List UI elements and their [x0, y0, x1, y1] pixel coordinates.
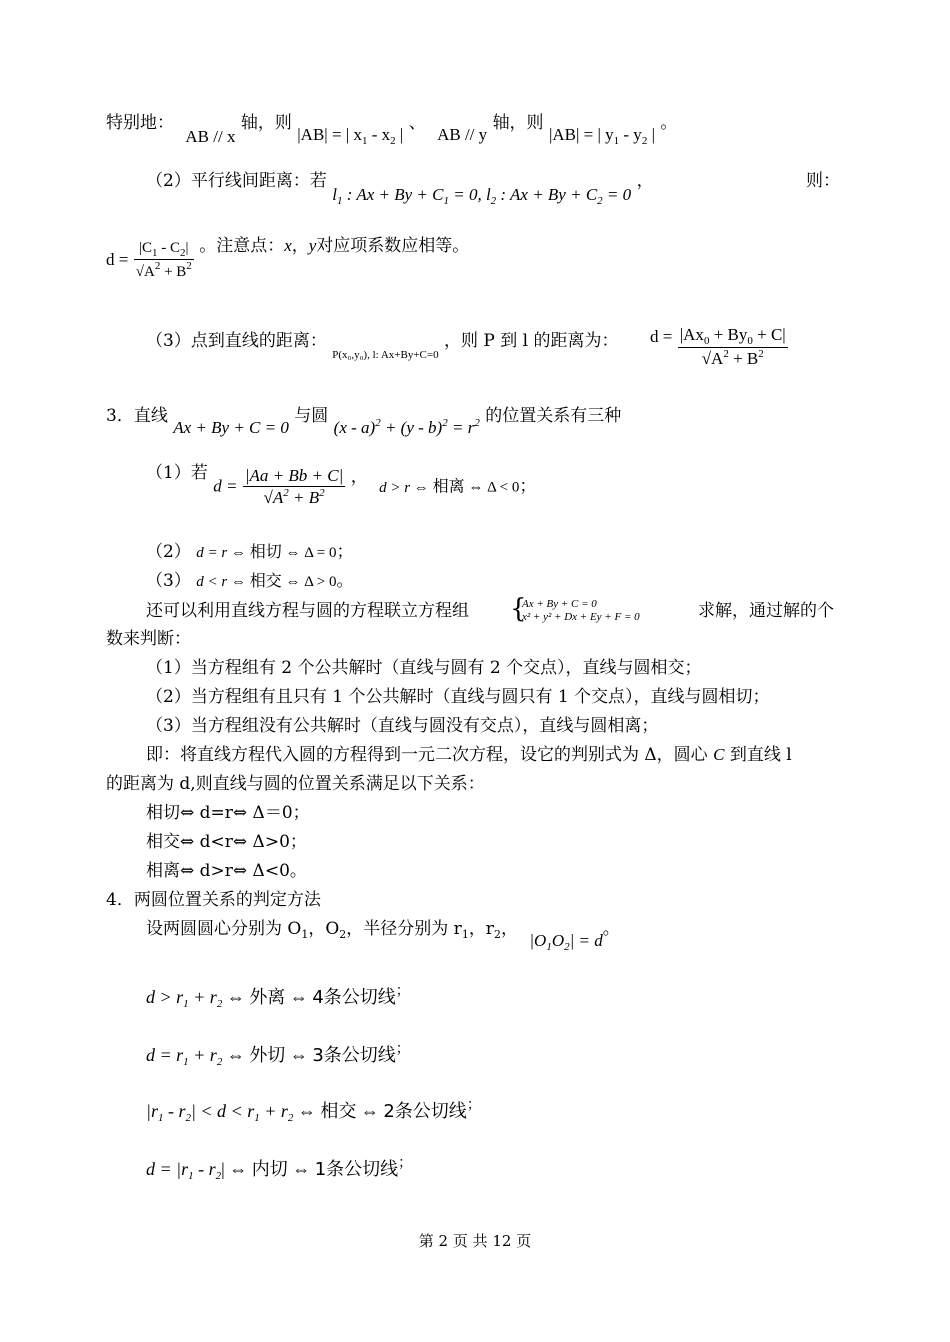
math: AB // x: [185, 127, 236, 146]
math: ⇔: [287, 1159, 315, 1179]
math: 1: [183, 1056, 189, 1068]
text: 。: [602, 919, 620, 939]
text: （3）当方程组没有公共解时（直线与圆没有交点），直线与圆相离；: [146, 716, 659, 736]
text: 还可以利用直线方程与圆的方程联立方程组: [146, 601, 469, 621]
math: d = r ⇔: [196, 545, 250, 561]
text: 数来判断：: [106, 629, 191, 649]
math: + B: [160, 264, 187, 280]
text: 、: [408, 113, 426, 133]
text: 相交: [249, 571, 282, 590]
text: 相交: [320, 1101, 357, 1122]
math: - r: [163, 1101, 186, 1121]
math: (x - a): [333, 418, 376, 437]
text: ，则 P 到 l 的距离为：: [444, 331, 619, 351]
math: 1: [361, 135, 368, 147]
math: d > r ⇔: [379, 479, 433, 496]
math: 2: [216, 998, 223, 1010]
math: |: [185, 240, 189, 256]
text: ；: [395, 1041, 410, 1057]
text: 轴，则: [492, 113, 544, 133]
math: |O: [529, 931, 547, 950]
math: + r: [259, 1101, 288, 1121]
math: 2: [186, 260, 192, 272]
case-tangent: [146, 541, 354, 564]
text: ，O: [308, 919, 340, 939]
math: + r: [188, 987, 217, 1007]
math: 1: [254, 1112, 260, 1124]
math: |Ax: [679, 325, 704, 344]
text: （3）: [146, 571, 191, 591]
math: ⇔: [356, 1101, 384, 1121]
text: ；: [336, 542, 354, 562]
text: 则：: [806, 171, 840, 191]
math: |r: [146, 1101, 158, 1121]
math: 2: [474, 417, 480, 429]
relation-external: [146, 983, 410, 1015]
math: = r: [447, 418, 475, 437]
math: 2: [641, 135, 648, 147]
math: ⇔ Δ < 0: [464, 479, 520, 496]
text: 设两圆圆心分别为 O: [146, 919, 302, 939]
section-3-heading: [106, 400, 622, 437]
text: 3．直线: [106, 406, 168, 426]
relation-internal-tangent: [146, 1155, 413, 1187]
text: 相切⇔ d=r⇔ Δ＝0；: [146, 803, 310, 823]
text: ，: [500, 919, 518, 939]
math: + B: [728, 349, 759, 368]
case-separate: [146, 462, 537, 508]
text: 特别地：: [106, 113, 174, 133]
text: 2: [493, 928, 501, 941]
text: ；: [398, 1155, 413, 1171]
text: （2）平行线间距离：若: [146, 171, 327, 191]
math: + (y - b): [380, 418, 443, 437]
math: : Ax + By + C: [342, 185, 444, 204]
text: 。: [336, 571, 354, 591]
math: |AB| = | x: [297, 125, 362, 144]
math: d =: [650, 326, 673, 346]
text: 外离: [249, 987, 286, 1008]
case-intersect: [146, 570, 354, 593]
math: y: [308, 236, 317, 255]
text: 相离: [432, 476, 465, 496]
math: 1: [188, 1170, 194, 1182]
text: 2条公切线: [383, 1101, 467, 1122]
math: d > r: [146, 987, 184, 1007]
text: （2）当方程组有且只有 1 个公共解时（直线与圆只有 1 个交点），直线与圆相切；: [146, 687, 770, 707]
text: 相离⇔ d>r⇔ Δ<0。: [146, 861, 307, 881]
math: d =: [106, 250, 129, 269]
math: C: [713, 745, 725, 764]
math: A: [143, 264, 155, 280]
math: 2: [390, 135, 396, 147]
text: 内切: [251, 1159, 288, 1180]
math: + r: [188, 1045, 217, 1065]
text: ，: [636, 171, 654, 191]
system-eq-1: Ax + By + C = 0: [522, 598, 597, 610]
math: - y: [619, 125, 642, 144]
math: + C|: [752, 325, 786, 344]
text: ，半径分别为 r: [346, 919, 462, 939]
math: |C: [139, 240, 153, 256]
math: 0: [703, 335, 710, 347]
math: AB // y: [437, 125, 488, 144]
math: - x: [367, 125, 391, 144]
math: - r: [193, 1159, 216, 1179]
text: （2）: [146, 542, 191, 562]
text: ，: [350, 466, 368, 487]
discriminant-line: [146, 744, 792, 766]
math: 2: [180, 247, 186, 259]
math: 2: [564, 941, 570, 953]
math: ⇔ Δ = 0: [281, 545, 337, 561]
text: ；: [395, 983, 410, 999]
math: d =: [213, 476, 238, 496]
math: 2: [319, 487, 325, 499]
math: |: [647, 125, 655, 144]
math: | = d: [569, 931, 603, 950]
parallel-distance-line: [146, 170, 654, 207]
math: | < d < r: [190, 1101, 255, 1121]
math: + B: [288, 488, 320, 507]
math: = 0: [602, 185, 632, 204]
system-method-line: [146, 600, 469, 622]
math: |AB| = | y: [548, 125, 614, 144]
math: Ax + By + C = 0: [173, 418, 289, 437]
math: 2: [442, 417, 448, 429]
text: ；: [519, 476, 537, 497]
text: 即：将直线方程代入圆的方程得到一元二次方程，设它的判别式为 Δ，圆心: [146, 745, 708, 765]
math: d < r ⇔: [196, 574, 250, 590]
math: ⇔: [293, 1101, 321, 1121]
text: 3条公切线: [312, 1045, 396, 1066]
section-4-heading: 4．两圆位置关系的判定方法: [106, 890, 321, 910]
math: 0: [747, 335, 753, 347]
math: ⇔: [285, 1045, 313, 1065]
math: - C: [157, 240, 181, 256]
math: ⇔: [285, 987, 313, 1007]
point-line-distance: [146, 330, 619, 361]
text: 轴，则: [240, 113, 292, 133]
parallel-distance-formula: [106, 236, 470, 281]
math: 1: [443, 195, 449, 207]
text: ，r: [468, 919, 494, 939]
math: 1: [613, 135, 620, 147]
math: 2: [287, 1112, 294, 1124]
text: 1: [461, 928, 469, 941]
text: 到直线 l: [729, 745, 792, 765]
math: = 0, l: [448, 185, 491, 204]
math: l: [332, 185, 337, 204]
math: x: [284, 236, 292, 255]
math: 2: [597, 195, 603, 207]
math: P(x₀,y₀), l: Ax+By+C=0: [332, 349, 439, 361]
text: 与圆: [294, 406, 329, 426]
math: d = |r: [146, 1159, 189, 1179]
math: ⇔: [222, 987, 250, 1007]
page-footer: 第 2 页 共 12 页: [418, 1232, 532, 1250]
text: 。: [660, 113, 678, 133]
math: 1: [183, 998, 189, 1010]
text: 相交⇔ d<r⇔ Δ>0；: [146, 832, 307, 852]
text: 外切: [249, 1045, 286, 1066]
system-eq-2: x² + y² + Dx + Ey + F = 0: [522, 611, 640, 623]
text: 的距离为 d,则直线与圆的位置关系满足以下关系：: [106, 774, 485, 794]
text: 4条公切线: [312, 987, 396, 1008]
system-brace: {: [510, 594, 527, 624]
text: （3）点到直线的距离：: [146, 331, 327, 351]
math: 2: [216, 1056, 223, 1068]
text: （1）若: [146, 462, 208, 483]
math: | ⇔: [221, 1159, 252, 1179]
two-circles-setup: [146, 918, 620, 953]
text: 求解，通过解的个: [698, 601, 834, 621]
math: 2: [758, 348, 764, 360]
math: 2: [375, 417, 381, 429]
math: 2: [490, 195, 497, 207]
math: O: [551, 931, 565, 950]
text: ；: [466, 1097, 481, 1113]
math: A: [711, 349, 724, 368]
math: 1: [157, 1112, 164, 1124]
math: |: [395, 125, 404, 144]
relation-external-tangent: [146, 1041, 410, 1073]
math: 2: [154, 260, 161, 272]
text: ，: [291, 236, 309, 256]
math: d = r: [146, 1045, 184, 1065]
text: 相切: [249, 542, 282, 561]
math: 2: [283, 487, 289, 499]
math: ⇔: [222, 1045, 250, 1065]
math: 1: [546, 941, 552, 953]
text: （1）当方程组有 2 个公共解时（直线与圆有 2 个交点），直线与圆相交；: [146, 658, 702, 678]
math: A: [272, 488, 284, 507]
math: ⇔ Δ > 0: [281, 574, 337, 590]
text: 。注意点：: [199, 236, 285, 256]
math: 2: [723, 348, 729, 360]
math: 2: [185, 1112, 191, 1124]
text: 的位置关系有三种: [485, 406, 622, 426]
point-line-formula: [650, 325, 788, 369]
special-case-line: [106, 112, 678, 147]
math: |Aa + Bb + C|: [244, 466, 344, 485]
text: 1: [301, 928, 309, 941]
relation-intersect: [146, 1097, 481, 1129]
text: 1条公切线: [314, 1159, 399, 1180]
text: 2: [339, 928, 347, 941]
math: 1: [152, 247, 158, 259]
math: 1: [336, 195, 343, 207]
math: + By: [709, 325, 748, 344]
text: 对应项系数应相等。: [316, 236, 470, 256]
math: 2: [215, 1170, 222, 1182]
math: : Ax + By + C: [496, 185, 598, 204]
